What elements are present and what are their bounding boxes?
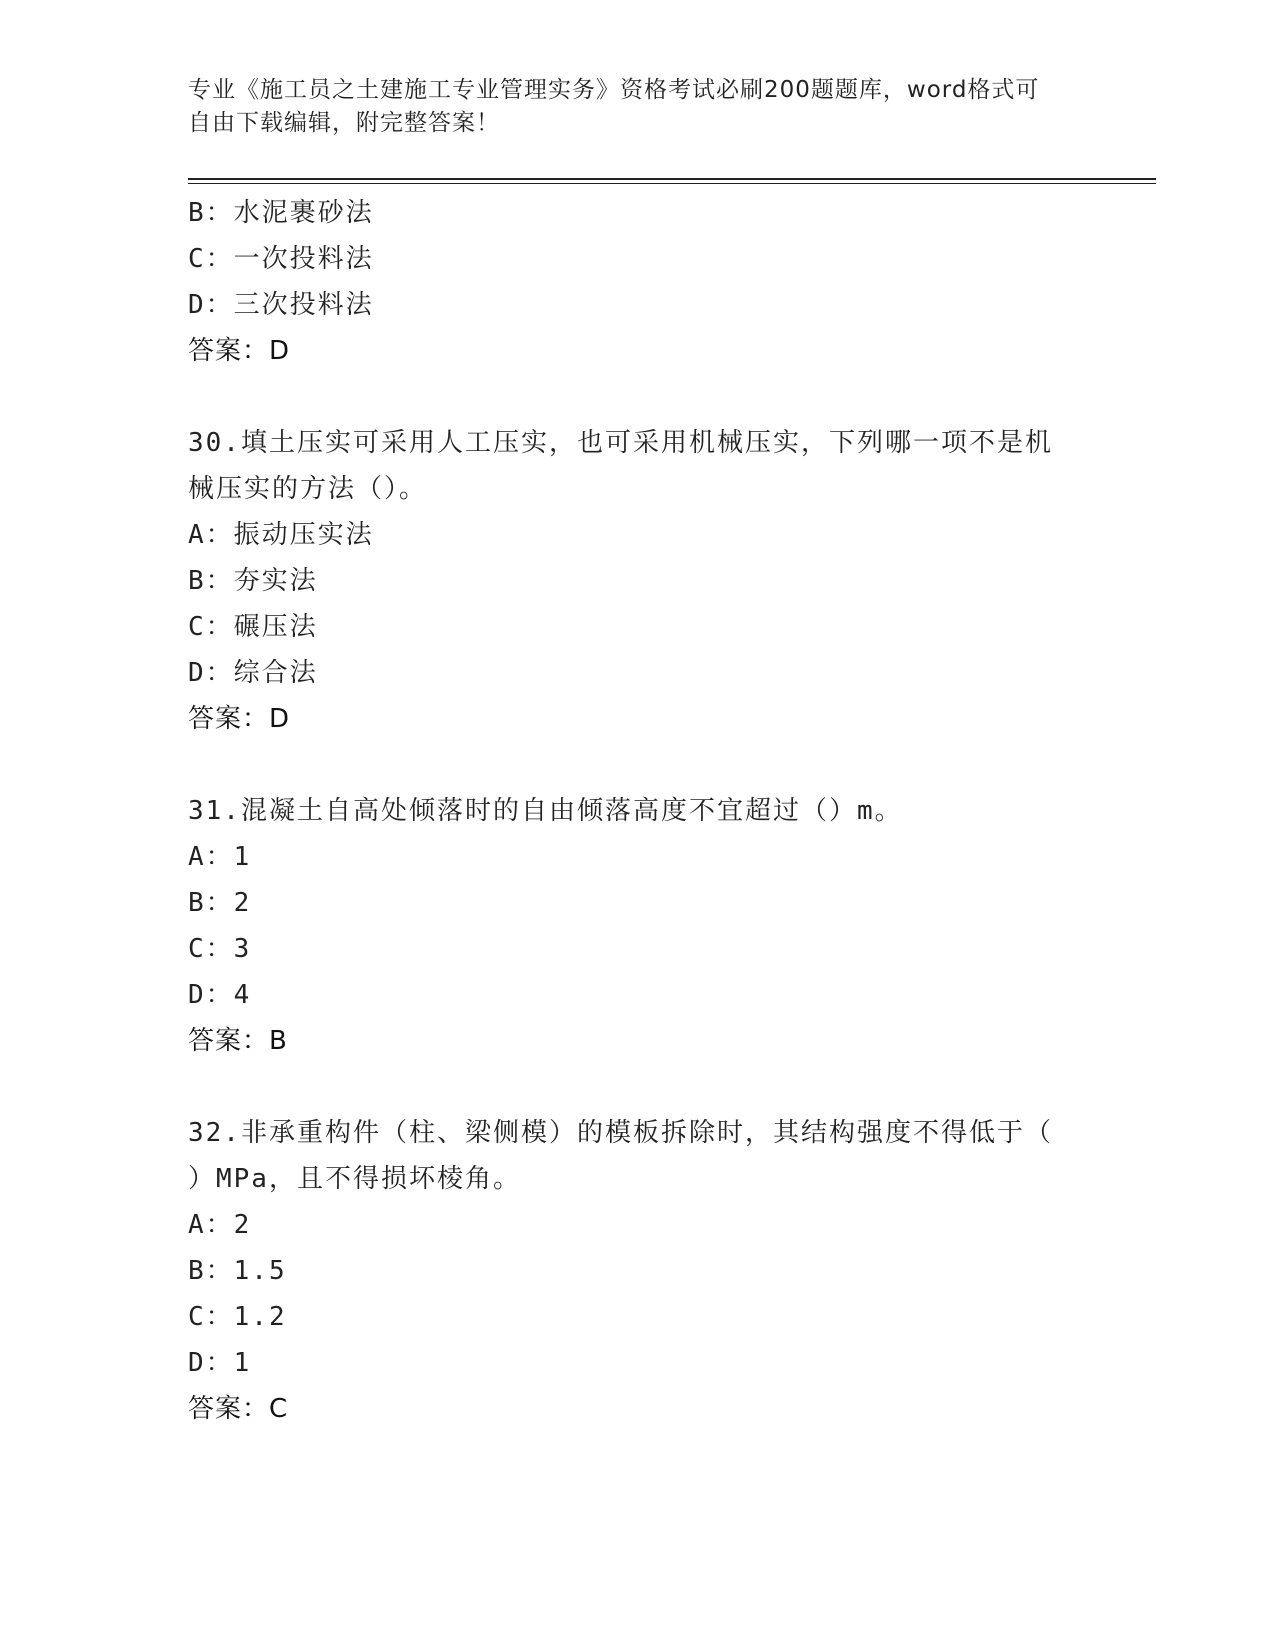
option-d: D：4 [188, 980, 252, 1010]
option-c: C：1.2 [188, 1302, 287, 1332]
option-c: C：3 [188, 934, 252, 964]
option-b: B：1.5 [188, 1256, 287, 1286]
header-divider-thin [188, 183, 1156, 184]
header-line-1: 专业《施工员之土建施工专业管理实务》资格考试必刷200题题库，word格式可 [188, 77, 1040, 103]
option-b: B：水泥裹砂法 [188, 198, 374, 228]
answer-line: 答案：D [188, 704, 291, 734]
previous-question [188, 190, 1088, 374]
question-text-line-1: 32.非承重构件（柱、梁侧模）的模板拆除时，其结构强度不得低于（ [188, 1118, 1053, 1148]
question-text-line-1: 30.填土压实可采用人工压实，也可采用机械压实，下列哪一项不是机 [188, 428, 1053, 458]
option-a: A：1 [188, 842, 252, 872]
question-content [188, 190, 1088, 1432]
question-text-line-2: 械压实的方法（）。 [188, 474, 428, 504]
spacer [188, 1064, 1088, 1110]
option-b: B：夯实法 [188, 566, 318, 596]
option-a: A：振动压实法 [188, 520, 374, 550]
document-header [188, 74, 1088, 140]
answer-line: 答案：B [188, 1026, 288, 1056]
spacer [188, 742, 1088, 788]
header-divider-thick [188, 178, 1156, 180]
answer-line: 答案：C [188, 1394, 289, 1424]
answer-line: 答案：D [188, 336, 291, 366]
option-d: D：综合法 [188, 658, 318, 688]
option-d: D：三次投料法 [188, 290, 374, 320]
question-32 [188, 1110, 1088, 1432]
option-c: C：一次投料法 [188, 244, 374, 274]
option-b: B：2 [188, 888, 252, 918]
question-text-line-1: 31.混凝土自高处倾落时的自由倾落高度不宜超过（）m。 [188, 796, 903, 826]
question-text-line-2: ）MPa，且不得损坏棱角。 [188, 1164, 521, 1194]
spacer [188, 374, 1088, 420]
option-d: D：1 [188, 1348, 252, 1378]
option-a: A：2 [188, 1210, 252, 1240]
question-31 [188, 788, 1088, 1064]
question-30 [188, 420, 1088, 742]
header-line-2: 自由下载编辑，附完整答案！ [188, 110, 500, 136]
option-c: C：碾压法 [188, 612, 318, 642]
